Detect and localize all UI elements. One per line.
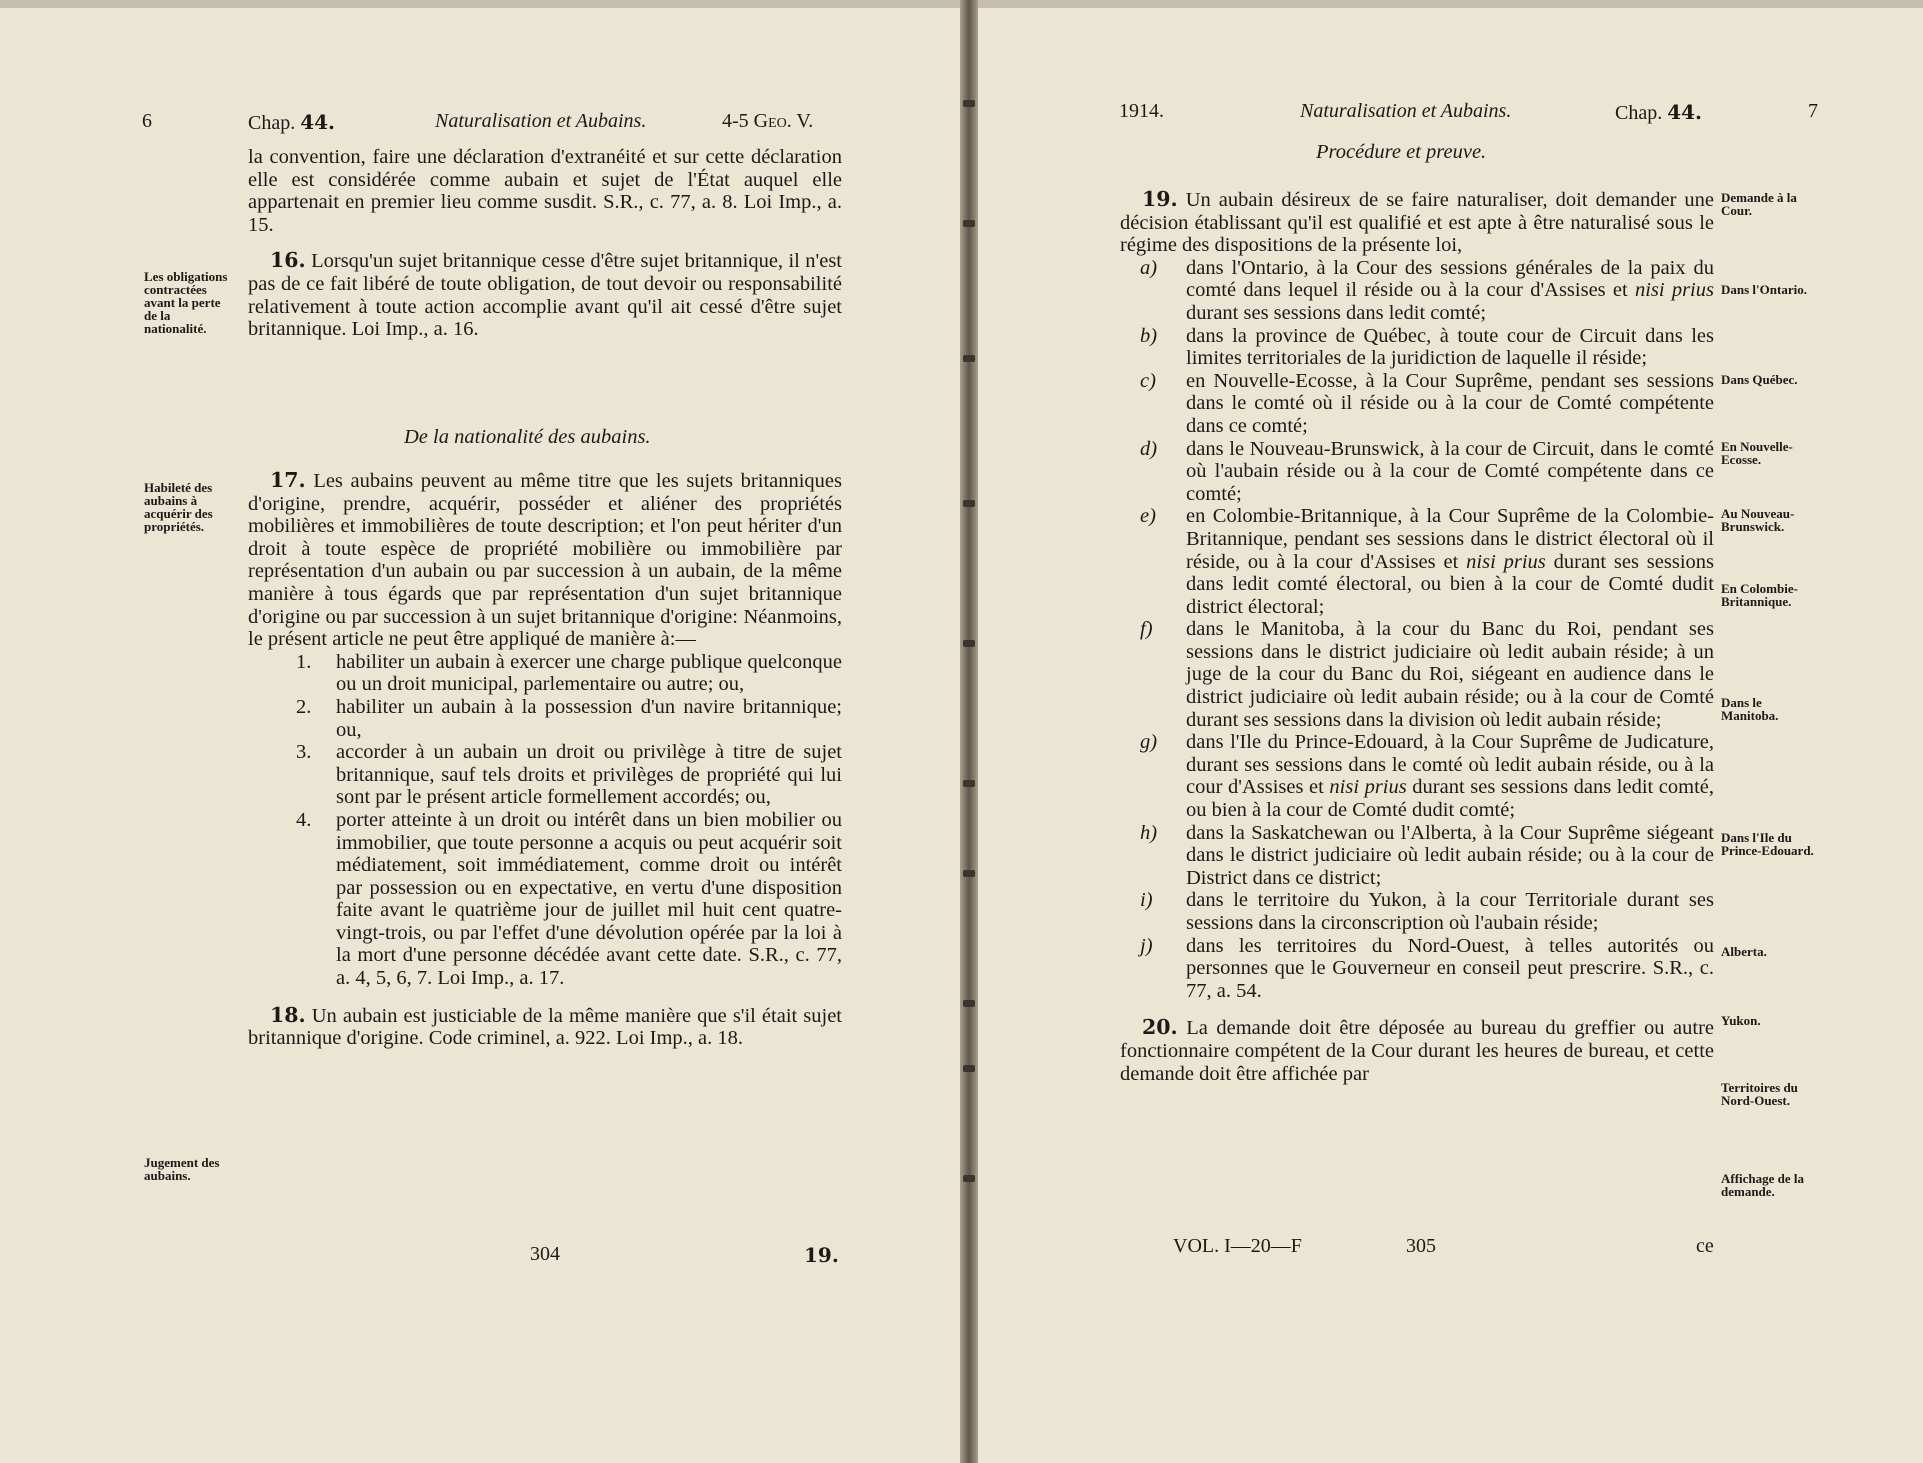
binding-stitch xyxy=(963,1175,975,1182)
margin-note-18: Jugement des aubains. xyxy=(144,1155,220,1183)
section-19 xyxy=(1120,188,1714,257)
section-19-number: 19. xyxy=(1142,187,1178,211)
right-chapter-word: Chap. xyxy=(1615,102,1663,124)
right-chapter-label xyxy=(1615,100,1702,125)
section-18-number: 18. xyxy=(270,1002,306,1027)
right-folio: 305 xyxy=(1406,1235,1436,1257)
binding-stitch xyxy=(963,100,975,107)
left-text-column xyxy=(248,146,842,341)
list-item: j) dans les territoires du Nord-Ouest, à telles autorités ou personnes que le Gouverneur en conseil peut prescrire. S.R., c. 77, a. 54. xyxy=(1140,934,1714,1002)
section-17 xyxy=(248,469,842,651)
left-text-column-2 xyxy=(248,469,842,1050)
section-heading-nationality: De la nationalité des aubains. xyxy=(404,426,651,448)
margin-note-quebec: Dans Québec. xyxy=(1721,372,1798,387)
margin-note-affichage: Affichage de la demande. xyxy=(1721,1171,1805,1199)
section-16 xyxy=(248,249,842,340)
list-item: 1. habiliter un aubain à exercer une charge publique quelconque ou un droit municipal, parlementaire ou autre; ou, xyxy=(296,650,842,696)
list-item: h) dans la Saskatchewan ou l'Alberta, à la Cour Suprême siégeant dans le district judiciaire où ledit aubain réside; ou à la cour de District dans ce district; xyxy=(1140,821,1714,889)
left-folio: 304 xyxy=(530,1243,560,1265)
right-chapter-number: 44. xyxy=(1667,100,1703,124)
list-item: i) dans le territoire du Yukon, à la cour Territoriale durant ses sessions dans la circonscription où l'aubain réside; xyxy=(1140,889,1714,934)
left-regnal-year: 4-5 Geo. V. xyxy=(722,110,814,132)
binding-stitch xyxy=(963,780,975,787)
margin-note-manitoba: Dans le Manitoba. xyxy=(1721,695,1779,723)
binding-stitch xyxy=(963,1000,975,1007)
list-item: 3. accorder à un aubain un droit ou privilège à titre de sujet britannique, sauf tels droits et privilèges de propriété qui lui sont par le présent article formellement accordés; ou, xyxy=(296,741,842,809)
margin-note-ontario: Dans l'Ontario. xyxy=(1721,282,1807,297)
list-item: 2. habiliter un aubain à la possession d'un navire britannique; ou, xyxy=(296,695,842,741)
margin-note-alberta: Alberta. xyxy=(1721,944,1767,959)
section-19-text: Un aubain désireux de se faire naturaliser, doit demander une décision établissant qu'il est qualifié et est apte à être naturalisé sous le régime des dispositions de la présente loi, xyxy=(1120,189,1715,257)
list-item: c) en Nouvelle-Ecosse, à la Cour Suprême, pendant ses sessions dans le comté où il réside ou à la cour de Comté compétente dans ce comté; xyxy=(1140,369,1714,437)
margin-note-colombie: En Colombie-Britannique. xyxy=(1721,581,1798,609)
left-signature-mark: 19. xyxy=(804,1243,839,1267)
margin-note-yukon: Yukon. xyxy=(1721,1013,1761,1028)
list-item: g) dans l'Ile du Prince-Edouard, à la Cour Suprême de Judicature, durant ses sessions dans le comté où ledit aubain réside, ou à la cour d'Assises et nisi prius durant ses sessions dans ledit comté, ou bien à la cour de Comté dudit comté; xyxy=(1140,731,1714,822)
margin-note-demande: Demande à la Cour. xyxy=(1721,190,1797,218)
margin-note-16: Les obligations contractées avant la perte de la nationalité. xyxy=(144,269,228,336)
right-text-column xyxy=(1120,188,1714,1085)
list-item: 4. porter atteinte à un droit ou intérêt dans un bien mobilier ou immobilier, que toute personne a acquis ou peut acquérir soit médiatement, soit immédiatement, comme droit ou intérêt par possession ou en expectative, en vertu d'une disposition faite avant le quatrième jour de juillet mil huit cent quatre-vingt-trois, ou par l'effet d'une dévolution opérée par la loi à la mort d'une personne décédée avant cette date. S.R., c. 77, a. 4, 5, 6, 7. Loi Imp., a. 17. xyxy=(296,808,842,990)
margin-note-nord-ouest: Territoires du Nord-Ouest. xyxy=(1721,1080,1798,1108)
list-item: f) dans le Manitoba, à la cour du Banc du Roi, pendant ses sessions dans le district judiciaire où ledit aubain réside; à un juge de la cour du Banc du Roi, siégeant en audience dans le district judiciaire où ledit aubain réside; ou à la cour de Comté durant ses sessions dans la division où ledit aubain réside; xyxy=(1140,618,1714,731)
margin-note-ile-prince-edouard: Dans l'Ile du Prince-Edouard. xyxy=(1721,830,1814,858)
intro-paragraph: la convention, faire une déclaration d'extranéité et sur cette déclaration elle est considérée comme aubain et sujet de l'État auquel elle appartenait en premier lieu comme susdit. S.R., c. 77, a. 8. Loi Imp., a. 15. xyxy=(248,146,842,236)
margin-note-nouvelle-ecosse: En Nouvelle-Ecosse. xyxy=(1721,439,1793,467)
right-catchword: ce xyxy=(1696,1235,1714,1257)
right-page xyxy=(978,8,1923,1463)
right-page-number: 7 xyxy=(1808,100,1818,122)
binding-stitch xyxy=(963,355,975,362)
section-16-number: 16. xyxy=(270,248,306,273)
left-chapter-label xyxy=(248,110,335,135)
left-page xyxy=(0,8,960,1463)
section-17-list xyxy=(296,651,842,990)
section-20 xyxy=(1120,1016,1714,1085)
margin-note-17: Habileté des aubains à acquérir des propriétés. xyxy=(144,480,213,534)
section-heading-procedure: Procédure et preuve. xyxy=(1316,141,1487,163)
section-19-list xyxy=(1120,257,1714,1003)
section-20-number: 20. xyxy=(1142,1015,1178,1040)
list-item: e) en Colombie-Britannique, à la Cour Suprême de la Colombie-Britannique, pendant ses sessions dans le district électoral où il réside, ou à la cour d'Assises et nisi prius durant ses sessions dans ledit comté électoral, ou bien à la cour de Comté dudit district électoral; xyxy=(1140,505,1715,618)
right-signature-mark: VOL. I—20—F xyxy=(1173,1235,1302,1257)
binding-stitch xyxy=(963,1065,975,1072)
list-item: a) dans l'Ontario, à la Cour des sessions générales de la paix du comté dans lequel il réside ou à la cour d'Assises et nisi prius durant ses sessions dans ledit comté; xyxy=(1140,256,1714,324)
binding-stitch xyxy=(963,640,975,647)
list-item: b) dans la province de Québec, à toute cour de Circuit dans les limites territoriales de la juridiction de laquelle il réside; xyxy=(1140,324,1714,370)
binding-stitch xyxy=(963,500,975,507)
section-17-text: Les aubains peuvent au même titre que les sujets britanniques d'origine, prendre, acquérir, posséder et aliéner des propriétés mobilières et immobilières de toute description; et l'on peut hériter d'un droit à toute espèce de propriété mobilière ou immobilière par représentation d'un aubain ou par succession à un aubain, de la même manière à tous égards que par représentation d'un sujet britannique d'origine ou par succession à un sujet britannique d'origine: Néanmoins, le présent article ne peut être appliqué de manière à:— xyxy=(248,470,843,651)
left-chapter-word: Chap. xyxy=(248,112,296,134)
section-18-text: Un aubain est justiciable de la même manière que s'il était sujet britannique d'origine. Code criminel, a. 922. Loi Imp., a. 18. xyxy=(248,1004,842,1050)
section-16-text: Lorsqu'un sujet britannique cesse d'être sujet britannique, il n'est pas de ce fait libéré de toute obligation, de tout devoir ou responsabilité relativement à toute action accomplie avant qu'il ait cessé d'être sujet britannique. Loi Imp., a. 16. xyxy=(248,250,843,341)
section-20-text: La demande doit être déposée au bureau du greffier ou autre fonctionnaire compétent de la Cour durant les heures de bureau, et cette demande doit être affichée par xyxy=(1120,1017,1715,1085)
left-chapter-number: 44. xyxy=(300,110,336,134)
binding-stitch xyxy=(963,870,975,877)
list-item: d) dans le Nouveau-Brunswick, à la cour de Circuit, dans le comté où l'aubain réside ou à la cour de Comté compétente dans ce comté; xyxy=(1140,437,1714,505)
left-page-number: 6 xyxy=(142,110,152,132)
binding-stitch xyxy=(963,220,975,227)
right-running-title: Naturalisation et Aubains. xyxy=(1300,100,1512,122)
section-17-number: 17. xyxy=(270,468,306,492)
left-running-title: Naturalisation et Aubains. xyxy=(435,110,647,132)
right-year: 1914. xyxy=(1119,100,1164,122)
section-18 xyxy=(248,1004,842,1050)
margin-note-nouveau-brunswick: Au Nouveau-Brunswick. xyxy=(1721,506,1795,534)
